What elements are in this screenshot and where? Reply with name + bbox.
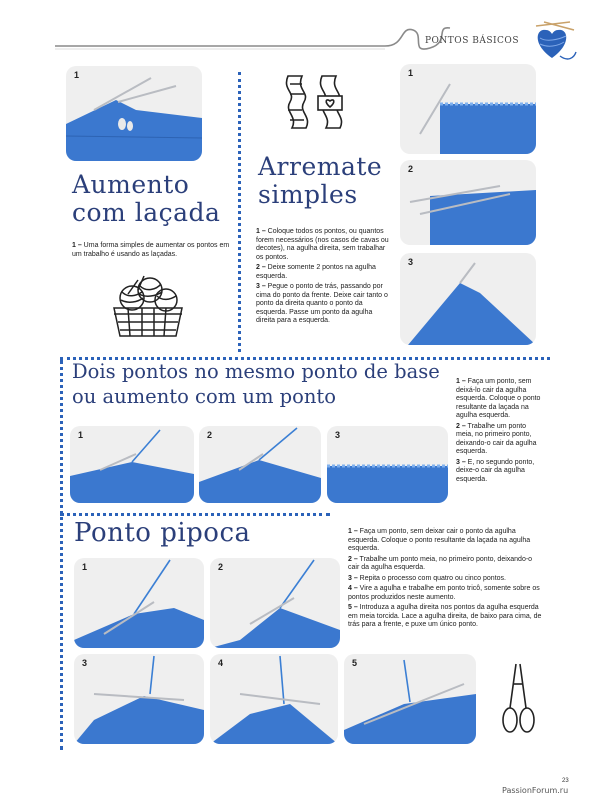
dois-pontos-photo-3-label: 3	[335, 430, 341, 440]
yarn-basket-icon	[108, 274, 188, 340]
arremate-photo-3	[400, 253, 536, 345]
dois-pontos-photo-2	[199, 426, 321, 503]
dois-pontos-photo-2-label: 2	[207, 430, 213, 440]
arremate-photo-1-label: 1	[408, 68, 414, 78]
arremate-step-2: 2 – Deixe somente 2 pontos na agulha esquerda.	[256, 264, 376, 280]
yarn-skeins-icon	[280, 70, 352, 134]
arremate-title-line1: Arremate	[258, 152, 383, 181]
dois-pontos-title-line1: Dois pontos no mesmo ponto de base	[72, 360, 440, 383]
aumento-title	[72, 172, 220, 225]
arremate-steps	[256, 228, 392, 328]
dois-pontos-photo-3	[327, 426, 448, 503]
yarn-ball-heart-icon	[530, 18, 580, 66]
pipoca-step-3: 3 – Repita o processo com quatro ou cinco pontos.	[348, 574, 506, 582]
pipoca-photo-1	[74, 558, 204, 648]
arremate-photo-2	[400, 160, 536, 245]
dois-pontos-step-3: 3 – E, no segundo ponto, deixe-o cair da agulha esquerda.	[456, 458, 535, 483]
pipoca-photo-5	[344, 654, 476, 744]
arremate-photo-3-label: 3	[408, 257, 414, 267]
arremate-title-line2: simples	[258, 180, 358, 209]
aumento-step-1: 1 – Uma forma simples de aumentar os pontos em um trabalho é usando as laçadas.	[72, 242, 230, 258]
dois-pontos-step-1: 1 – Faça um ponto, sem deixá-lo cair da agulha esquerda. Coloque o ponto resultante da laçada na agulha esquerda.	[456, 378, 541, 420]
aumento-photo-1	[66, 66, 202, 161]
dois-pontos-title-line2: ou aumento com um ponto	[72, 384, 337, 408]
pipoca-step-4: 4 – Vire a agulha e trabalhe em ponto tricô, somente sobre os pontos produzidos neste aumento.	[348, 585, 540, 601]
divider-vertical-left	[60, 360, 63, 750]
pipoca-photo-2	[210, 558, 340, 648]
aumento-title-line2: com laçada	[72, 198, 221, 227]
aumento-title-line1: Aumento	[72, 170, 190, 199]
arremate-step-3: 3 – Pegue o ponto de trás, passando por cima do ponto da frente. Deixe cair tanto o ponto da direita quanto o ponto da esquerda. Passe um ponto da agulha direita para a esquerda.	[256, 283, 388, 325]
pipoca-steps	[348, 528, 544, 632]
pipoca-photo-4-label: 4	[218, 658, 224, 668]
pipoca-photo-1-label: 1	[82, 562, 88, 572]
dois-pontos-step-2: 2 – Trabalhe um ponto meia, no primeiro ponto, deixando-o cair da agulha esquerda.	[456, 422, 537, 456]
pipoca-step-5: 5 – Introduza a agulha direita nos pontos da agulha esquerda em meia torcida. Lace a agulha direita, de baixo para cima, de trás para a frente, e puxe um único ponto.	[348, 604, 542, 629]
dois-pontos-steps	[456, 378, 542, 486]
dois-pontos-photo-1-label: 1	[78, 430, 84, 440]
arremate-photo-1	[400, 64, 536, 154]
pipoca-photo-3-label: 3	[82, 658, 88, 668]
pipoca-photo-4	[210, 654, 338, 744]
page-number: 23	[562, 778, 569, 784]
dois-pontos-photo-1	[70, 426, 194, 503]
arremate-title	[258, 154, 382, 207]
pipoca-title: Ponto pipoca	[74, 518, 251, 548]
divider-horizontal-2	[60, 513, 330, 516]
aumento-steps	[72, 242, 232, 261]
divider-vertical-top	[238, 72, 241, 352]
section-label: PONTOS BÁSICOS	[425, 36, 519, 46]
aumento-photo-1-label: 1	[74, 70, 80, 80]
arremate-photo-2-label: 2	[408, 164, 414, 174]
pipoca-photo-2-label: 2	[218, 562, 224, 572]
pipoca-photo-3	[74, 654, 204, 744]
arremate-step-1: 1 – Coloque todos os pontos, ou quantos forem necessários (nos casos de cavas ou decotes), na agulha direita, sem trabalhar os pontos.	[256, 228, 389, 261]
dois-pontos-title	[72, 362, 440, 406]
watermark: PassionForum.ru	[502, 786, 569, 795]
scissors-icon	[500, 660, 536, 740]
pipoca-step-2: 2 – Trabalhe um ponto meia, no primeiro ponto, deixando-o cair da agulha esquerda.	[348, 555, 533, 572]
pipoca-photo-5-label: 5	[352, 658, 358, 668]
pipoca-step-1: 1 – Faça um ponto, sem deixar cair o ponto da agulha esquerda. Coloque o ponto resultante da laçada na agulha esquerda.	[348, 528, 531, 553]
